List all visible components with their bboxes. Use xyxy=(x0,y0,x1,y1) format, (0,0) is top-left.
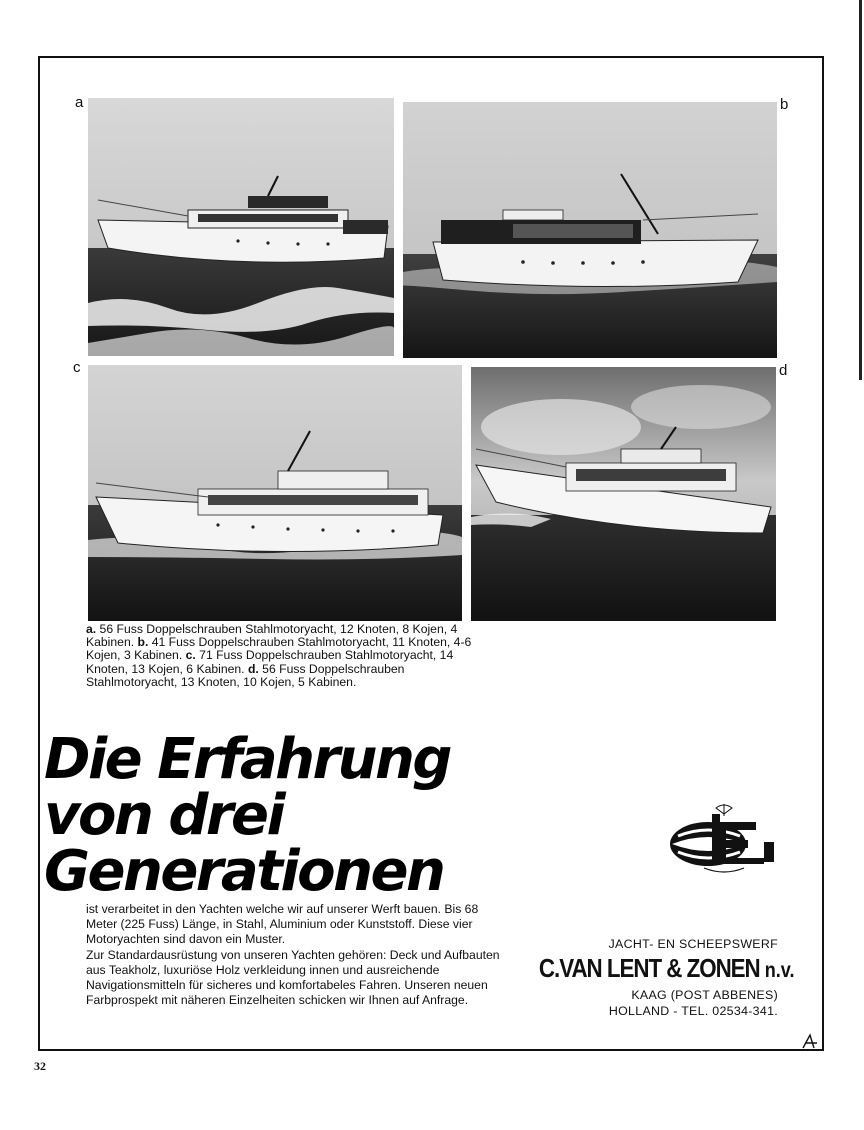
photo-d-yacht xyxy=(471,367,776,621)
body-copy xyxy=(86,902,506,1008)
photo-a-label: a xyxy=(75,94,84,111)
headline-line-1: Die Erfahrung xyxy=(44,727,450,792)
company-block xyxy=(500,936,795,1019)
company-name-suffix: n.v. xyxy=(759,959,795,982)
caption-item-a: 56 Fuss Doppelschrauben Stahlmotoryacht, 12 Knoten, 8 Kojen, 4 Kabinen. xyxy=(86,622,458,650)
caption-text xyxy=(86,623,476,689)
photo-d-label: d xyxy=(779,362,788,379)
caption-letter-d: d. xyxy=(247,661,259,676)
caption-item-c: 71 Fuss Doppelschrauben Stahlmotoryacht, 14 Knoten, 13 Kojen, 6 Kabinen. xyxy=(86,648,454,676)
body-paragraph-2: Zur Standardausrüstung von unseren Yachten gehören: Deck und Aufbauten aus Teakholz, luxuriöse Holz verkleidung innen und ausreichende Navigationsmitteln für sicheres und komfortabeles Fahren. Unseren neuen Farbprospekt mit näheren Einzelheiten schicken wir Ihnen auf Anfrage. xyxy=(86,947,500,1008)
company-name xyxy=(538,952,795,987)
photo-b-image xyxy=(403,102,777,358)
caption-letter-a: a. xyxy=(86,622,97,636)
photo-a-yacht xyxy=(88,98,394,356)
company-address: KAAG (POST ABBENES) xyxy=(631,988,778,1002)
handwritten-mark-icon xyxy=(800,1032,820,1052)
photo-caption xyxy=(86,623,476,689)
photo-d-image xyxy=(471,367,776,621)
headline-line-3: Generationen xyxy=(44,839,444,904)
photo-c-image xyxy=(88,365,462,621)
body-paragraph-1: ist verarbeitet in den Yachten welche wir auf unserer Werft bauen. Bis 68 Meter (225 Fuss) Länge, in Stahl, Aluminium oder Kunststoff. Diese vier Motoryachten sind davon ein Muster. xyxy=(86,902,479,947)
photo-c-label: c xyxy=(73,359,81,376)
photo-c-yacht xyxy=(88,365,462,621)
company-tagline: JACHT- EN SCHEEPSWERF xyxy=(608,937,778,951)
headline xyxy=(44,727,524,904)
company-phone: HOLLAND - TEL. 02534-341. xyxy=(608,1004,778,1018)
caption-letter-c: c. xyxy=(185,648,196,663)
scan-edge-line xyxy=(859,0,862,380)
globe-ship-logo-icon xyxy=(664,800,780,880)
shipyard-logo xyxy=(664,800,780,880)
handwritten-mark xyxy=(800,1032,820,1052)
company-name-text: C.VAN LENT & ZONEN xyxy=(538,953,760,983)
caption-letter-b: b. xyxy=(137,635,149,650)
page-number: 32 xyxy=(34,1059,46,1073)
photo-b-label: b xyxy=(780,96,789,113)
caption-item-d: 56 Fuss Doppelschrauben Stahlmotoryacht, 13 Knoten, 10 Kojen, 5 Kabinen. xyxy=(86,661,405,689)
photo-b-yacht xyxy=(403,102,777,358)
caption-item-b: 41 Fuss Doppelschrauben Stahlmotoryacht, 11 Knoten, 4-6 Kojen, 3 Kabinen. xyxy=(86,635,472,663)
headline-line-2: von drei xyxy=(44,783,284,848)
photo-a-image xyxy=(88,98,394,356)
